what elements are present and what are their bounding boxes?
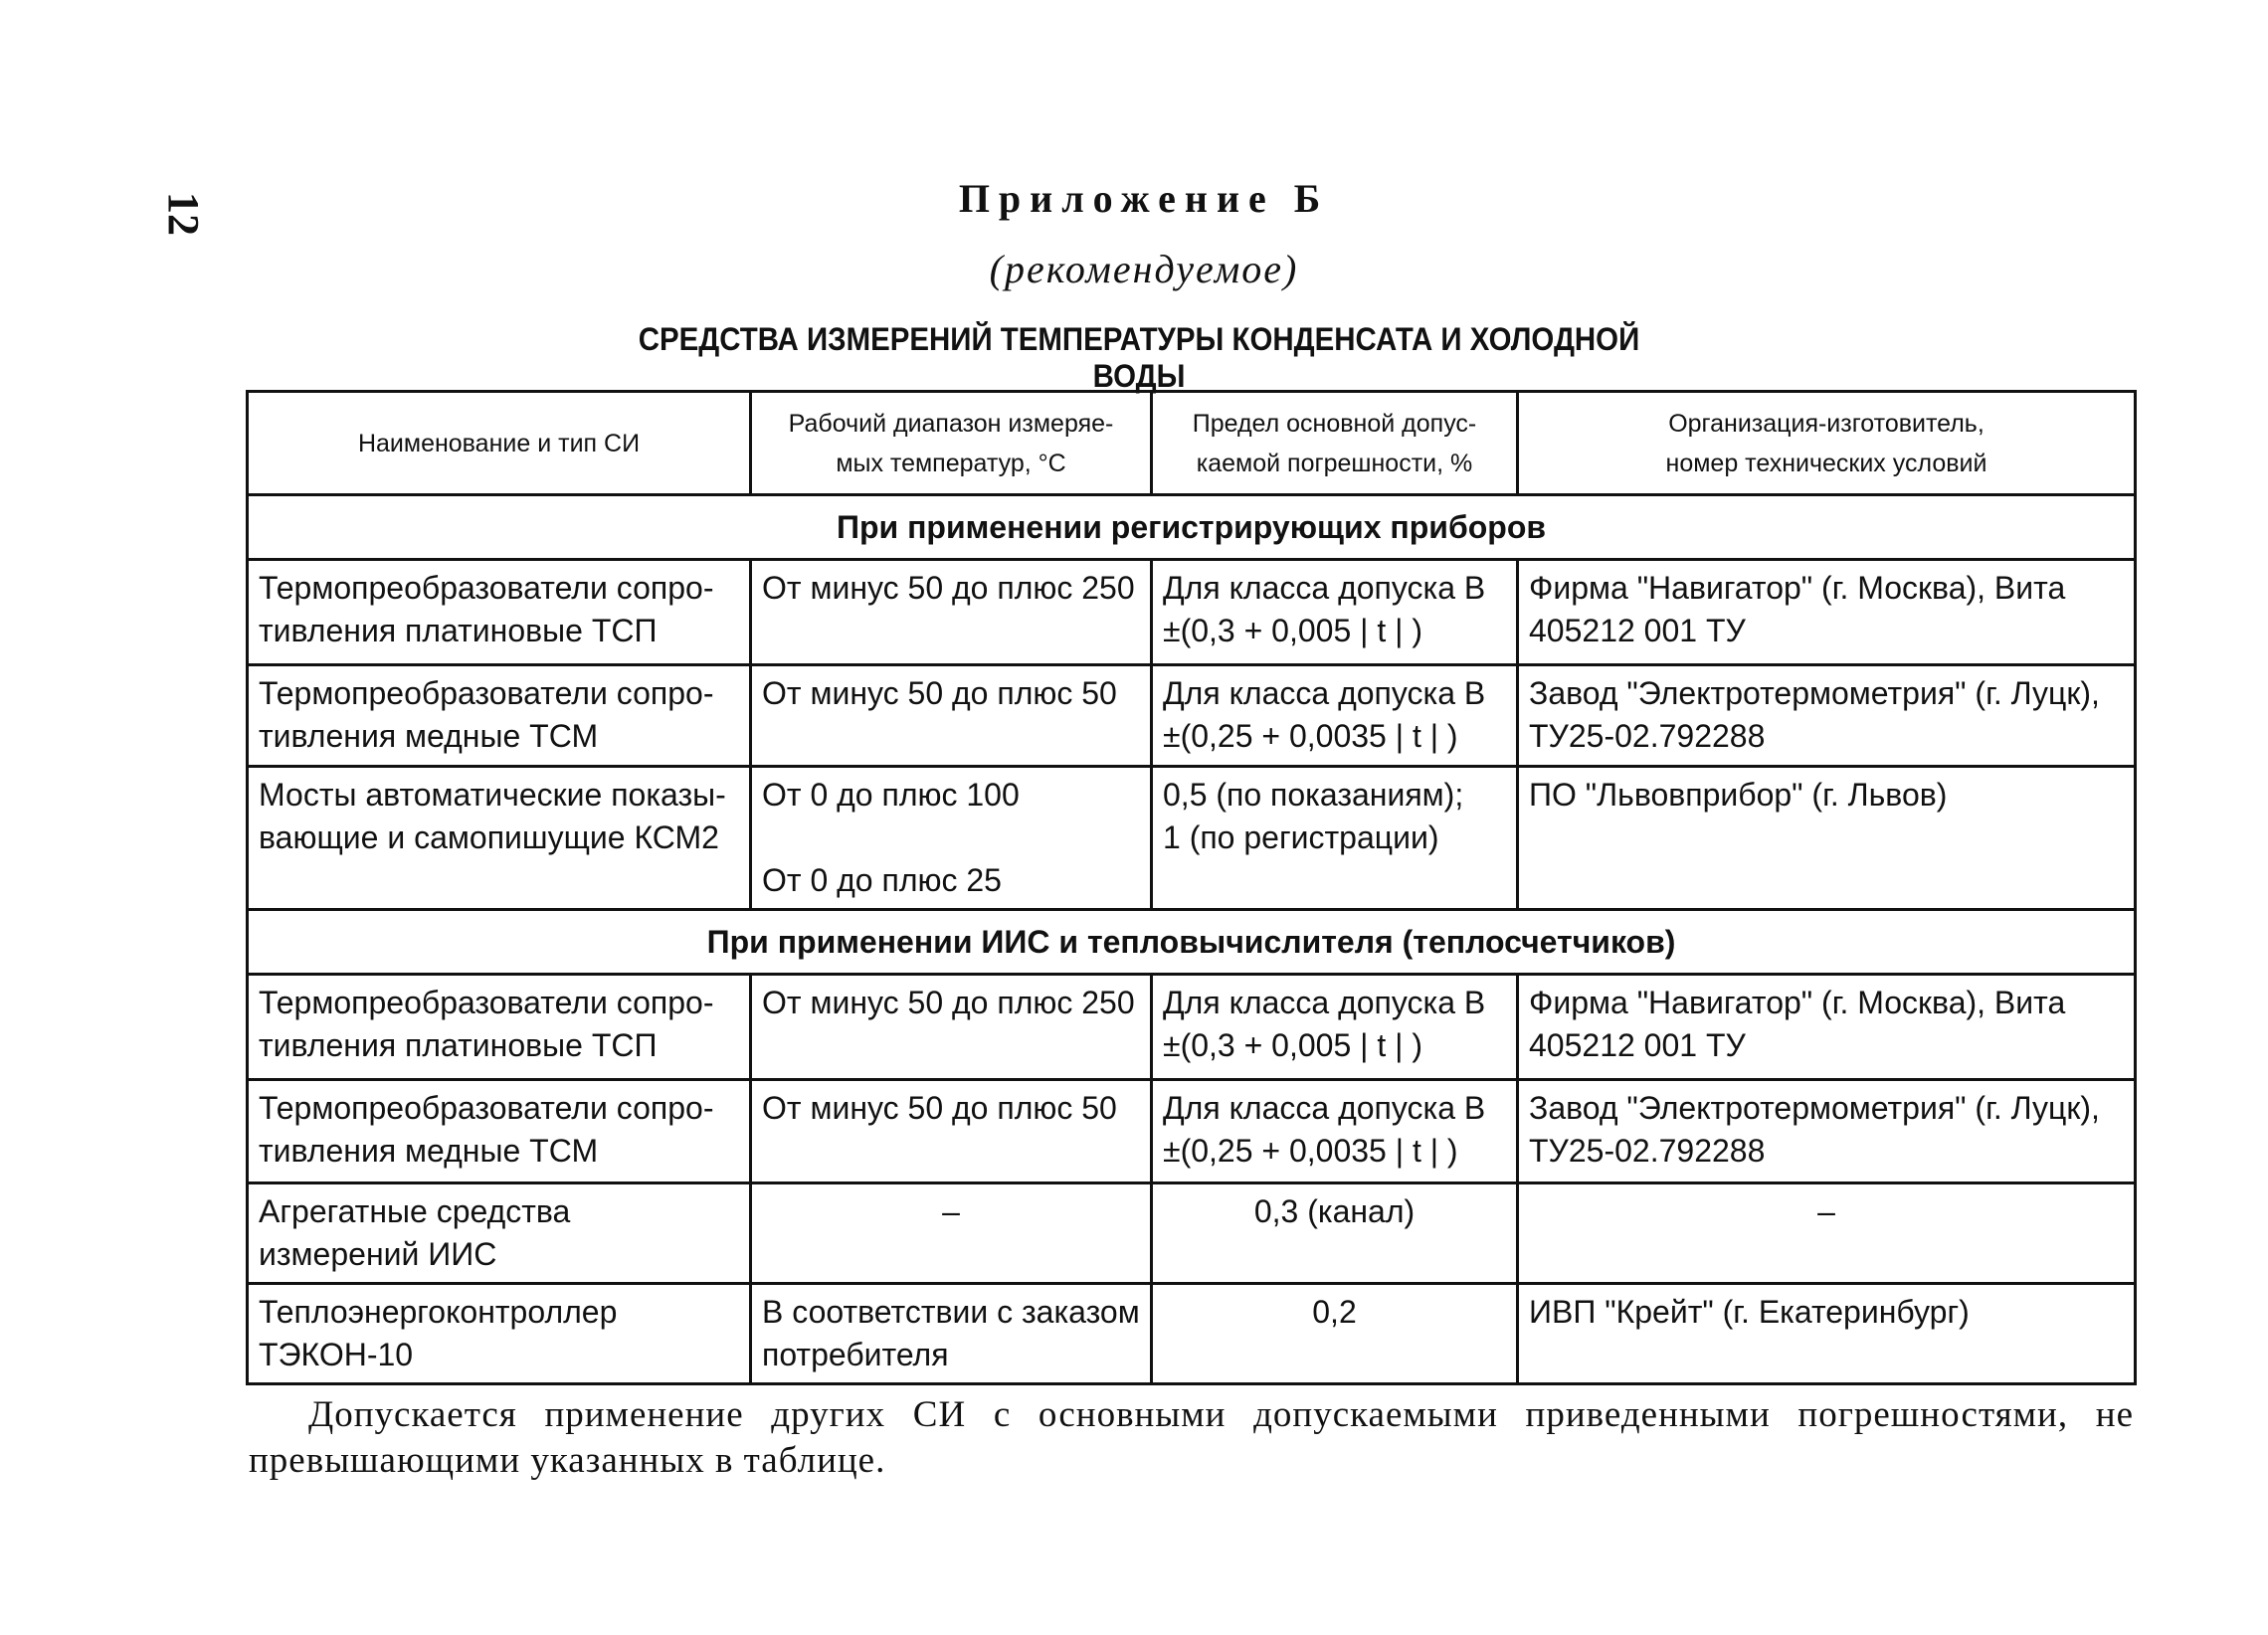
cell-error	[1152, 767, 1518, 910]
cell-maker	[1518, 1183, 2136, 1284]
header-name-type: Наименование и тип СИ	[248, 392, 751, 495]
cell-range-text: В соответствии с заказом потребителя	[762, 1294, 1140, 1372]
page-number: 12	[159, 192, 209, 236]
cell-maker	[1518, 767, 2136, 910]
appendix-title: Приложение Б	[958, 176, 1330, 221]
cell-name	[248, 1284, 751, 1384]
cell-error-text: 0,5 (по показаниям); 1 (по регистрации)	[1163, 777, 1464, 855]
cell-error-text: 0,3 (канал)	[1253, 1193, 1416, 1229]
table-row	[248, 975, 2136, 1080]
cell-name-text: Теплоэнергоконтроллер ТЭКОН-10	[259, 1294, 618, 1372]
table-row	[248, 665, 2136, 767]
cell-maker-text: Фирма "Навигатор" (г. Москва), Вита 405212 001 ТУ	[1529, 985, 2066, 1063]
cell-range-text: От 0 до плюс 100 От 0 до плюс 25	[762, 777, 1020, 898]
cell-error	[1152, 1183, 1518, 1284]
cell-range	[751, 975, 1152, 1080]
group-row	[248, 910, 2136, 975]
cell-range	[751, 1284, 1152, 1384]
footer-note: Допускается применение других СИ с основными допускаемыми приведенными погрешностями, не превышающими указанных в таблице.	[249, 1394, 2134, 1481]
cell-name-text: Термопреобразователи сопро- тивления медные ТСМ	[259, 1090, 714, 1169]
cell-name	[248, 665, 751, 767]
cell-error-text: Для класса допуска В ±(0,3 + 0,005 | t | )	[1163, 570, 1486, 648]
cell-maker	[1518, 1284, 2136, 1384]
cell-range	[751, 665, 1152, 767]
cell-maker-text: Фирма "Навигатор" (г. Москва), Вита 405212 001 ТУ	[1529, 570, 2066, 648]
header-temp-range: Рабочий диапазон измеряе- мых температур, °С	[751, 392, 1152, 495]
cell-name	[248, 975, 751, 1080]
cell-error	[1152, 560, 1518, 665]
cell-range-text: От минус 50 до плюс 50	[762, 675, 1117, 711]
header-manufacturer: Организация-изготовитель, номер технических условий	[1518, 392, 2136, 495]
cell-name-text: Мосты автоматические показы- вающие и самопишущие КСМ2	[259, 777, 726, 855]
cell-maker	[1518, 560, 2136, 665]
cell-maker	[1518, 1080, 2136, 1183]
appendix-subtitle: (рекомендуемое)	[989, 247, 1299, 291]
cell-name	[248, 1080, 751, 1183]
cell-range-text: –	[942, 1193, 960, 1229]
cell-name	[248, 767, 751, 910]
cell-name	[248, 1183, 751, 1284]
group-title: При применении ИИС и тепловычислителя (теплосчетчиков)	[248, 910, 2136, 975]
cell-error-text: Для класса допуска В ±(0,3 + 0,005 | t | )	[1163, 985, 1486, 1063]
cell-error	[1152, 665, 1518, 767]
cell-name-text: Термопреобразователи сопро- тивления платиновые ТСП	[259, 570, 714, 648]
cell-error-text: Для класса допуска В ±(0,25 + 0,0035 | t | )	[1163, 1090, 1486, 1169]
table-row	[248, 560, 2136, 665]
cell-maker-text: –	[1817, 1193, 1835, 1229]
cell-maker-text: Завод "Электротермометрия" (г. Луцк), ТУ25-02.792288	[1529, 1090, 2100, 1169]
cell-error	[1152, 1080, 1518, 1183]
cell-range	[751, 767, 1152, 910]
cell-range	[751, 1080, 1152, 1183]
cell-maker	[1518, 665, 2136, 767]
table-row	[248, 1080, 2136, 1183]
cell-range-text: От минус 50 до плюс 250	[762, 985, 1135, 1020]
cell-error-text: 0,2	[1312, 1294, 1357, 1330]
table-row	[248, 1284, 2136, 1384]
header-error-limit: Предел основной допус- каемой погрешности, %	[1152, 392, 1518, 495]
cell-maker-text: ИВП "Крейт" (г. Екатеринбург)	[1529, 1294, 1970, 1330]
table-header-row	[248, 392, 2136, 495]
cell-range	[751, 1183, 1152, 1284]
cell-maker-text: Завод "Электротермометрия" (г. Луцк), ТУ25-02.792288	[1529, 675, 2100, 754]
cell-range-text: От минус 50 до плюс 250	[762, 570, 1135, 606]
cell-range	[751, 560, 1152, 665]
cell-name	[248, 560, 751, 665]
cell-maker	[1518, 975, 2136, 1080]
cell-error	[1152, 1284, 1518, 1384]
group-title: При применении регистрирующих приборов	[248, 495, 2136, 560]
cell-name-text: Агрегатные средства измерений ИИС	[259, 1193, 571, 1272]
table-row	[248, 767, 2136, 910]
table-title: СРЕДСТВА ИЗМЕРЕНИЙ ТЕМПЕРАТУРЫ КОНДЕНСАТА И ХОЛОДНОЙ ВОДЫ	[638, 321, 1640, 394]
cell-name-text: Термопреобразователи сопро- тивления медные ТСМ	[259, 675, 714, 754]
cell-range-text: От минус 50 до плюс 50	[762, 1090, 1117, 1126]
cell-error-text: Для класса допуска В ±(0,25 + 0,0035 | t | )	[1163, 675, 1486, 754]
cell-error	[1152, 975, 1518, 1080]
cell-maker-text: ПО "Львовприбор" (г. Львов)	[1529, 777, 1948, 813]
instruments-table	[246, 390, 2137, 1385]
group-row	[248, 495, 2136, 560]
cell-name-text: Термопреобразователи сопро- тивления платиновые ТСП	[259, 985, 714, 1063]
table-row	[248, 1183, 2136, 1284]
